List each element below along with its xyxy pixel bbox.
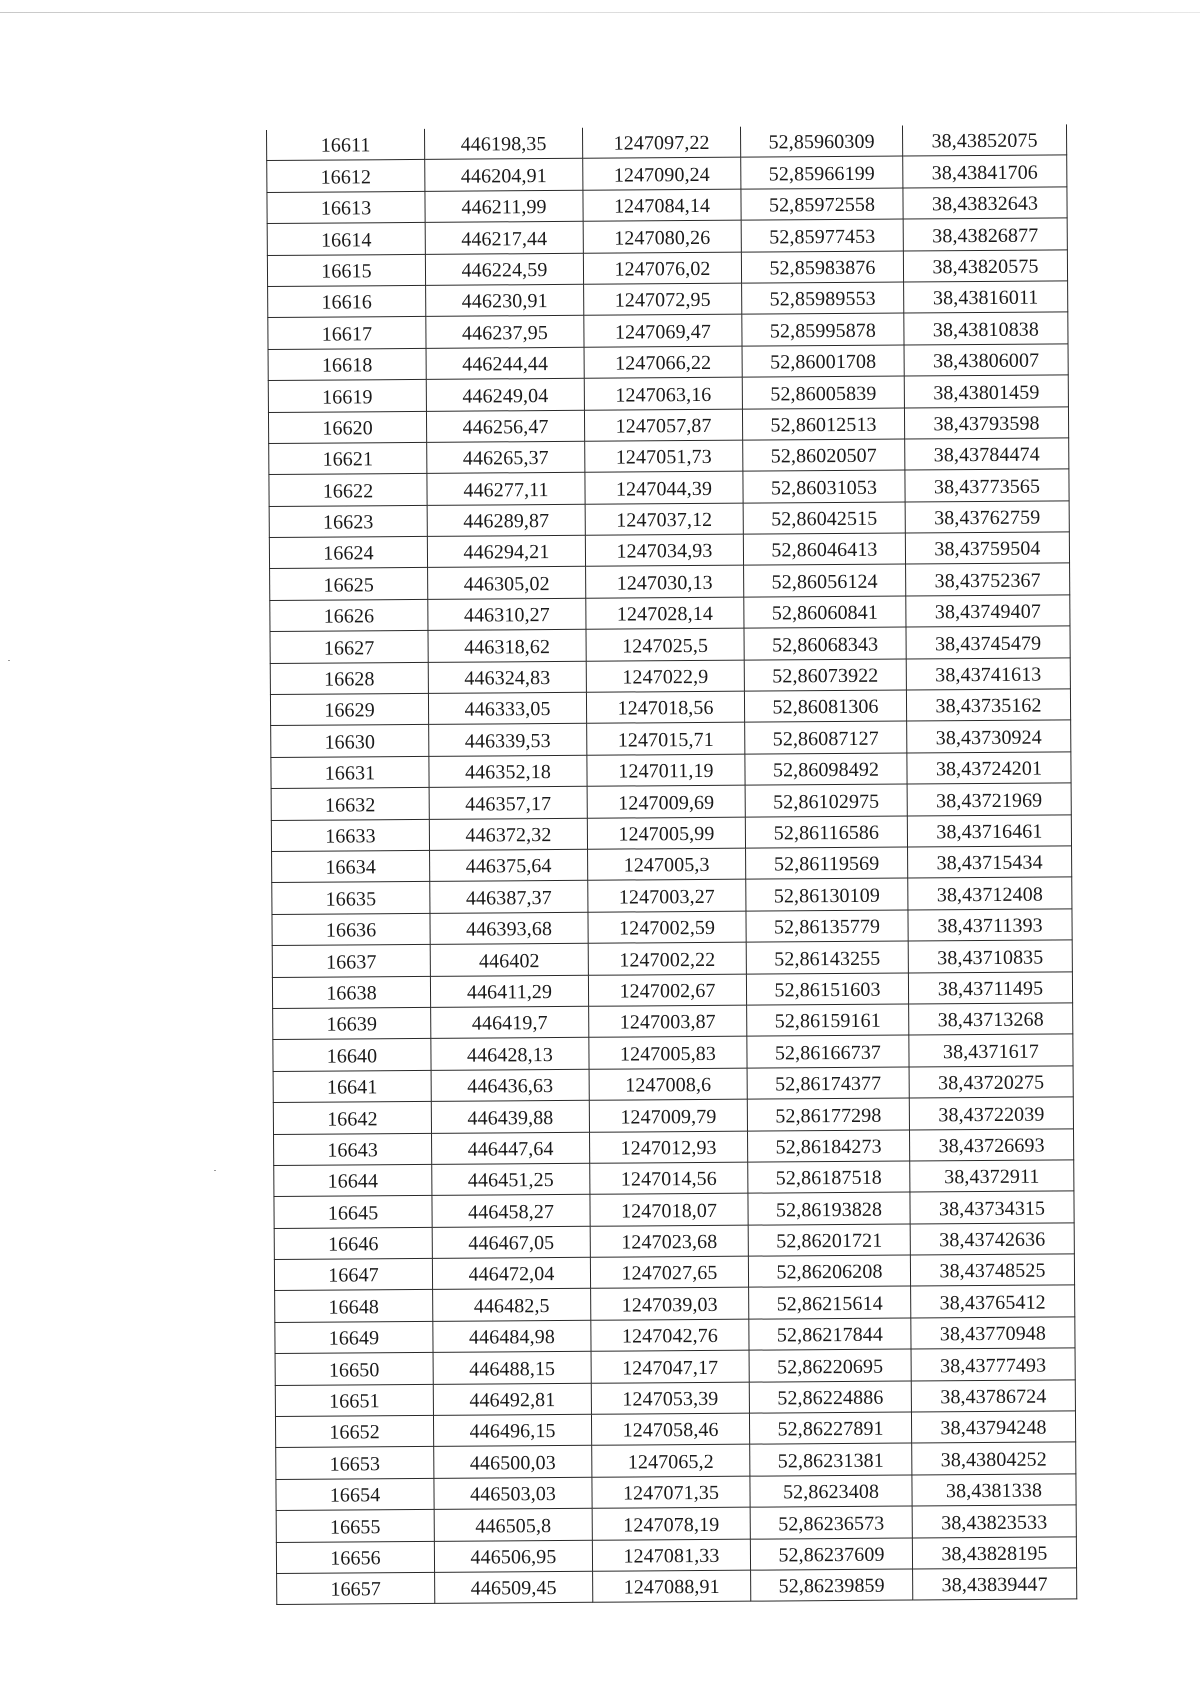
x-coordinate-cell: 446451,25 [432, 1163, 590, 1195]
y-coordinate-cell: 1247018,07 [590, 1193, 748, 1225]
latitude-cell: 52,86177298 [747, 1098, 909, 1131]
longitude-cell: 38,43748525 [910, 1254, 1074, 1287]
x-coordinate-cell: 446393,68 [430, 912, 588, 944]
longitude-cell: 38,43820575 [903, 249, 1067, 282]
point-number-cell: 16623 [269, 505, 427, 537]
latitude-cell: 52,85989553 [742, 282, 904, 315]
y-coordinate-cell: 1247042,76 [591, 1319, 749, 1351]
x-coordinate-cell: 446244,44 [426, 347, 584, 379]
point-number-cell: 16652 [275, 1415, 433, 1447]
table-row [275, 1317, 1075, 1354]
table-row [270, 595, 1070, 632]
latitude-cell: 52,86012513 [742, 408, 904, 441]
point-number-cell: 16649 [275, 1321, 433, 1353]
table-row [273, 1003, 1073, 1040]
y-coordinate-cell: 1247058,46 [591, 1413, 749, 1445]
longitude-cell: 38,43828195 [912, 1536, 1076, 1569]
y-coordinate-cell: 1247057,87 [584, 409, 742, 441]
x-coordinate-cell: 446428,13 [431, 1038, 589, 1070]
longitude-cell: 38,43786724 [911, 1380, 1075, 1413]
scan-top-edge [0, 12, 1200, 13]
point-number-cell: 16644 [274, 1164, 432, 1196]
x-coordinate-cell: 446357,17 [429, 786, 587, 818]
x-coordinate-cell: 446198,35 [424, 128, 582, 160]
x-coordinate-cell: 446387,37 [430, 881, 588, 913]
table-row [277, 1568, 1077, 1605]
table-row [268, 406, 1068, 443]
longitude-cell: 38,43711393 [908, 909, 1072, 942]
y-coordinate-cell: 1247009,79 [589, 1099, 747, 1131]
y-coordinate-cell: 1247025,5 [586, 628, 744, 660]
y-coordinate-cell: 1247047,17 [591, 1350, 749, 1382]
longitude-cell: 38,43745479 [906, 626, 1070, 659]
table-row [268, 312, 1068, 349]
longitude-cell: 38,43810838 [904, 312, 1068, 345]
latitude-cell: 52,86020507 [743, 439, 905, 472]
y-coordinate-cell: 1247030,13 [586, 566, 744, 598]
y-coordinate-cell: 1247008,6 [589, 1068, 747, 1100]
longitude-cell: 38,4381338 [912, 1474, 1076, 1507]
point-number-cell: 16616 [268, 285, 426, 317]
coordinates-table-body [267, 124, 1077, 1604]
longitude-cell: 38,43735162 [906, 689, 1070, 722]
y-coordinate-cell: 1247034,93 [585, 534, 743, 566]
longitude-cell: 38,43816011 [904, 281, 1068, 314]
point-number-cell: 16655 [276, 1510, 434, 1542]
x-coordinate-cell: 446339,53 [429, 724, 587, 756]
longitude-cell: 38,43713268 [909, 1003, 1073, 1036]
latitude-cell: 52,86206208 [748, 1255, 910, 1288]
table-row [274, 1254, 1074, 1291]
document-page [266, 124, 1076, 1605]
latitude-cell: 52,86119569 [746, 847, 908, 880]
latitude-cell: 52,86187518 [748, 1161, 910, 1194]
x-coordinate-cell: 446372,32 [429, 818, 587, 850]
longitude-cell: 38,43762759 [905, 501, 1069, 534]
x-coordinate-cell: 446506,95 [434, 1540, 592, 1572]
table-row [271, 783, 1071, 820]
longitude-cell: 38,43806007 [904, 344, 1068, 377]
y-coordinate-cell: 1247065,2 [592, 1445, 750, 1477]
y-coordinate-cell: 1247002,59 [588, 911, 746, 943]
latitude-cell: 52,86174377 [747, 1067, 909, 1100]
longitude-cell: 38,4372911 [910, 1160, 1074, 1193]
table-row [272, 877, 1072, 914]
latitude-cell: 52,86130109 [746, 878, 908, 911]
longitude-cell: 38,43794248 [911, 1411, 1075, 1444]
point-number-cell: 16628 [270, 662, 428, 694]
y-coordinate-cell: 1247022,9 [586, 660, 744, 692]
y-coordinate-cell: 1247002,22 [588, 942, 746, 974]
latitude-cell: 52,85972558 [741, 188, 903, 221]
x-coordinate-cell: 446419,7 [431, 1006, 589, 1038]
point-number-cell: 16636 [272, 913, 430, 945]
point-number-cell: 16635 [272, 882, 430, 914]
point-number-cell: 16629 [270, 693, 428, 725]
y-coordinate-cell: 1247018,56 [586, 691, 744, 723]
table-row [272, 971, 1072, 1008]
table-row [276, 1505, 1076, 1542]
y-coordinate-cell: 1247084,14 [583, 189, 741, 221]
point-number-cell: 16619 [268, 380, 426, 412]
y-coordinate-cell: 1247063,16 [584, 377, 742, 409]
x-coordinate-cell: 446447,64 [432, 1132, 590, 1164]
latitude-cell: 52,86060841 [744, 596, 906, 629]
x-coordinate-cell: 446411,29 [430, 975, 588, 1007]
point-number-cell: 16642 [273, 1101, 431, 1133]
x-coordinate-cell: 446333,05 [428, 692, 586, 724]
point-number-cell: 16650 [275, 1353, 433, 1385]
table-row [276, 1442, 1076, 1479]
table-row [275, 1380, 1075, 1417]
x-coordinate-cell: 446500,03 [434, 1446, 592, 1478]
latitude-cell: 52,86098492 [745, 753, 907, 786]
table-row [273, 1034, 1073, 1071]
point-number-cell: 16653 [276, 1447, 434, 1479]
coordinates-table [266, 124, 1077, 1605]
table-row [274, 1160, 1074, 1197]
point-number-cell: 16651 [275, 1384, 433, 1416]
y-coordinate-cell: 1247009,69 [587, 785, 745, 817]
longitude-cell: 38,43734315 [910, 1191, 1074, 1224]
table-row [270, 626, 1070, 663]
y-coordinate-cell: 1247080,26 [583, 220, 741, 252]
latitude-cell: 52,86193828 [748, 1192, 910, 1225]
x-coordinate-cell: 446224,59 [425, 253, 583, 285]
latitude-cell: 52,86046413 [743, 533, 905, 566]
x-coordinate-cell: 446211,99 [425, 190, 583, 222]
table-row [274, 1128, 1074, 1165]
table-row [267, 218, 1067, 255]
latitude-cell: 52,86239859 [751, 1569, 913, 1602]
y-coordinate-cell: 1247027,65 [590, 1256, 748, 1288]
x-coordinate-cell: 446237,95 [426, 316, 584, 348]
table-row [268, 344, 1068, 381]
table-row [272, 846, 1072, 883]
latitude-cell: 52,86068343 [744, 627, 906, 660]
point-number-cell: 16620 [268, 411, 426, 443]
point-number-cell: 16626 [270, 599, 428, 631]
point-number-cell: 16611 [267, 129, 425, 161]
y-coordinate-cell: 1247051,73 [585, 440, 743, 472]
y-coordinate-cell: 1247037,12 [585, 503, 743, 535]
table-row [267, 187, 1067, 224]
point-number-cell: 16622 [269, 474, 427, 506]
point-number-cell: 16638 [272, 976, 430, 1008]
y-coordinate-cell: 1247044,39 [585, 471, 743, 503]
table-row [269, 501, 1069, 538]
latitude-cell: 52,86135779 [746, 910, 908, 943]
latitude-cell: 52,86220695 [749, 1349, 911, 1382]
point-number-cell: 16648 [275, 1290, 433, 1322]
x-coordinate-cell: 446318,62 [428, 630, 586, 662]
y-coordinate-cell: 1247002,67 [588, 974, 746, 1006]
longitude-cell: 38,43777493 [911, 1348, 1075, 1381]
latitude-cell: 52,86159161 [747, 1004, 909, 1037]
y-coordinate-cell: 1247088,91 [593, 1570, 751, 1602]
longitude-cell: 38,4371617 [909, 1034, 1073, 1067]
latitude-cell: 52,85977453 [741, 219, 903, 252]
point-number-cell: 16613 [267, 191, 425, 223]
y-coordinate-cell: 1247097,22 [582, 127, 740, 159]
point-number-cell: 16657 [277, 1572, 435, 1604]
point-number-cell: 16617 [268, 317, 426, 349]
longitude-cell: 38,43804252 [912, 1442, 1076, 1475]
x-coordinate-cell: 446492,81 [433, 1383, 591, 1415]
longitude-cell: 38,43841706 [903, 155, 1067, 188]
longitude-cell: 38,43722039 [909, 1097, 1073, 1130]
y-coordinate-cell: 1247012,93 [590, 1131, 748, 1163]
point-number-cell: 16632 [271, 788, 429, 820]
longitude-cell: 38,43711495 [908, 971, 1072, 1004]
latitude-cell: 52,86005839 [742, 376, 904, 409]
x-coordinate-cell: 446249,04 [426, 378, 584, 410]
latitude-cell: 52,86001708 [742, 345, 904, 378]
longitude-cell: 38,43839447 [913, 1568, 1077, 1601]
latitude-cell: 52,86143255 [746, 941, 908, 974]
point-number-cell: 16654 [276, 1478, 434, 1510]
point-number-cell: 16630 [271, 725, 429, 757]
latitude-cell: 52,86236573 [750, 1506, 912, 1539]
x-coordinate-cell: 446488,15 [433, 1351, 591, 1383]
latitude-cell: 52,86201721 [748, 1224, 910, 1257]
latitude-cell: 52,86087127 [745, 721, 907, 754]
longitude-cell: 38,43826877 [903, 218, 1067, 251]
table-row [269, 469, 1069, 506]
longitude-cell: 38,43741613 [906, 658, 1070, 691]
table-row [270, 689, 1070, 726]
table-row [275, 1348, 1075, 1385]
longitude-cell: 38,43716461 [907, 814, 1071, 847]
longitude-cell: 38,43726693 [909, 1128, 1073, 1161]
table-row [267, 249, 1067, 286]
point-number-cell: 16634 [272, 850, 430, 882]
table-row [268, 375, 1068, 412]
table-row [275, 1411, 1075, 1448]
longitude-cell: 38,43801459 [904, 375, 1068, 408]
table-row [271, 814, 1071, 851]
x-coordinate-cell: 446467,05 [432, 1226, 590, 1258]
latitude-cell: 52,86102975 [745, 784, 907, 817]
latitude-cell: 52,86056124 [744, 565, 906, 598]
y-coordinate-cell: 1247069,47 [584, 315, 742, 347]
point-number-cell: 16643 [274, 1133, 432, 1165]
table-row [274, 1223, 1074, 1260]
latitude-cell: 52,86031053 [743, 470, 905, 503]
x-coordinate-cell: 446217,44 [425, 221, 583, 253]
longitude-cell: 38,43730924 [907, 720, 1071, 753]
latitude-cell: 52,86042515 [743, 502, 905, 535]
y-coordinate-cell: 1247081,33 [592, 1539, 750, 1571]
latitude-cell: 52,86227891 [749, 1412, 911, 1445]
x-coordinate-cell: 446277,11 [427, 473, 585, 505]
point-number-cell: 16646 [274, 1227, 432, 1259]
y-coordinate-cell: 1247005,99 [587, 817, 745, 849]
scan-speck [214, 1170, 216, 1171]
point-number-cell: 16614 [267, 223, 425, 255]
y-coordinate-cell: 1247003,87 [589, 1005, 747, 1037]
point-number-cell: 16639 [273, 1007, 431, 1039]
latitude-cell: 52,85995878 [742, 313, 904, 346]
latitude-cell: 52,86231381 [750, 1443, 912, 1476]
table-row [269, 532, 1069, 569]
table-row [272, 909, 1072, 946]
table-row [267, 155, 1067, 192]
y-coordinate-cell: 1247066,22 [584, 346, 742, 378]
point-number-cell: 16633 [271, 819, 429, 851]
latitude-cell: 52,85960309 [740, 126, 902, 158]
x-coordinate-cell: 446230,91 [426, 284, 584, 316]
point-number-cell: 16645 [274, 1196, 432, 1228]
latitude-cell: 52,86217844 [749, 1318, 911, 1351]
table-row [273, 1066, 1073, 1103]
latitude-cell: 52,86073922 [744, 659, 906, 692]
point-number-cell: 16618 [268, 348, 426, 380]
point-number-cell: 16624 [269, 536, 427, 568]
y-coordinate-cell: 1247076,02 [583, 252, 741, 284]
latitude-cell: 52,86116586 [745, 816, 907, 849]
y-coordinate-cell: 1247003,27 [588, 880, 746, 912]
point-number-cell: 16625 [270, 568, 428, 600]
latitude-cell: 52,86166737 [747, 1035, 909, 1068]
point-number-cell: 16631 [271, 756, 429, 788]
table-row [276, 1474, 1076, 1511]
longitude-cell: 38,43721969 [907, 783, 1071, 816]
table-row [271, 720, 1071, 757]
table-row [273, 1097, 1073, 1134]
x-coordinate-cell: 446256,47 [426, 410, 584, 442]
table-row [271, 752, 1071, 789]
point-number-cell: 16612 [267, 160, 425, 192]
longitude-cell: 38,43742636 [910, 1223, 1074, 1256]
table-row [270, 658, 1070, 695]
table-row [268, 281, 1068, 318]
latitude-cell: 52,86237609 [750, 1538, 912, 1571]
x-coordinate-cell: 446402 [430, 943, 588, 975]
y-coordinate-cell: 1247011,19 [587, 754, 745, 786]
table-row [269, 438, 1069, 475]
longitude-cell: 38,43712408 [908, 877, 1072, 910]
x-coordinate-cell: 446505,8 [434, 1508, 592, 1540]
y-coordinate-cell: 1247023,68 [590, 1225, 748, 1257]
longitude-cell: 38,43784474 [905, 438, 1069, 471]
latitude-cell: 52,85983876 [741, 251, 903, 284]
latitude-cell: 52,86081306 [744, 690, 906, 723]
table-row [272, 940, 1072, 977]
x-coordinate-cell: 446472,04 [432, 1257, 590, 1289]
longitude-cell: 38,43793598 [904, 406, 1068, 439]
x-coordinate-cell: 446352,18 [429, 755, 587, 787]
x-coordinate-cell: 446375,64 [430, 849, 588, 881]
y-coordinate-cell: 1247053,39 [591, 1382, 749, 1414]
latitude-cell: 52,86224886 [749, 1381, 911, 1414]
x-coordinate-cell: 446482,5 [433, 1289, 591, 1321]
point-number-cell: 16656 [276, 1541, 434, 1573]
latitude-cell: 52,86184273 [747, 1130, 909, 1163]
latitude-cell: 52,85966199 [741, 156, 903, 189]
x-coordinate-cell: 446324,83 [428, 661, 586, 693]
y-coordinate-cell: 1247014,56 [590, 1162, 748, 1194]
x-coordinate-cell: 446289,87 [427, 504, 585, 536]
x-coordinate-cell: 446310,27 [428, 598, 586, 630]
y-coordinate-cell: 1247071,35 [592, 1476, 750, 1508]
longitude-cell: 38,43759504 [905, 532, 1069, 565]
x-coordinate-cell: 446265,37 [427, 441, 585, 473]
latitude-cell: 52,8623408 [750, 1475, 912, 1508]
x-coordinate-cell: 446503,03 [434, 1477, 592, 1509]
longitude-cell: 38,43752367 [906, 563, 1070, 596]
longitude-cell: 38,43710835 [908, 940, 1072, 973]
scan-speck [8, 660, 10, 661]
x-coordinate-cell: 446496,15 [433, 1414, 591, 1446]
table-row [274, 1191, 1074, 1228]
latitude-cell: 52,86151603 [746, 973, 908, 1006]
x-coordinate-cell: 446294,21 [427, 535, 585, 567]
longitude-cell: 38,43852075 [902, 124, 1066, 156]
y-coordinate-cell: 1247090,24 [583, 158, 741, 190]
longitude-cell: 38,43715434 [908, 846, 1072, 879]
longitude-cell: 38,43770948 [911, 1317, 1075, 1350]
longitude-cell: 38,43720275 [909, 1066, 1073, 1099]
y-coordinate-cell: 1247028,14 [586, 597, 744, 629]
point-number-cell: 16641 [273, 1070, 431, 1102]
x-coordinate-cell: 446204,91 [425, 159, 583, 191]
y-coordinate-cell: 1247039,03 [591, 1288, 749, 1320]
point-number-cell: 16621 [269, 442, 427, 474]
latitude-cell: 52,86215614 [749, 1286, 911, 1319]
point-number-cell: 16627 [270, 631, 428, 663]
table-row [267, 124, 1067, 160]
x-coordinate-cell: 446484,98 [433, 1320, 591, 1352]
longitude-cell: 38,43823533 [912, 1505, 1076, 1538]
x-coordinate-cell: 446458,27 [432, 1195, 590, 1227]
y-coordinate-cell: 1247072,95 [584, 283, 742, 315]
y-coordinate-cell: 1247078,19 [592, 1507, 750, 1539]
point-number-cell: 16640 [273, 1039, 431, 1071]
table-row [275, 1285, 1075, 1322]
longitude-cell: 38,43765412 [911, 1285, 1075, 1318]
longitude-cell: 38,43832643 [903, 187, 1067, 220]
point-number-cell: 16647 [274, 1258, 432, 1290]
x-coordinate-cell: 446509,45 [435, 1571, 593, 1603]
point-number-cell: 16637 [272, 945, 430, 977]
longitude-cell: 38,43749407 [906, 595, 1070, 628]
x-coordinate-cell: 446436,63 [431, 1069, 589, 1101]
x-coordinate-cell: 446439,88 [431, 1100, 589, 1132]
longitude-cell: 38,43773565 [905, 469, 1069, 502]
longitude-cell: 38,43724201 [907, 752, 1071, 785]
y-coordinate-cell: 1247015,71 [587, 723, 745, 755]
y-coordinate-cell: 1247005,3 [588, 848, 746, 880]
y-coordinate-cell: 1247005,83 [589, 1036, 747, 1068]
table-row [276, 1536, 1076, 1573]
table-row [270, 563, 1070, 600]
x-coordinate-cell: 446305,02 [428, 567, 586, 599]
point-number-cell: 16615 [267, 254, 425, 286]
